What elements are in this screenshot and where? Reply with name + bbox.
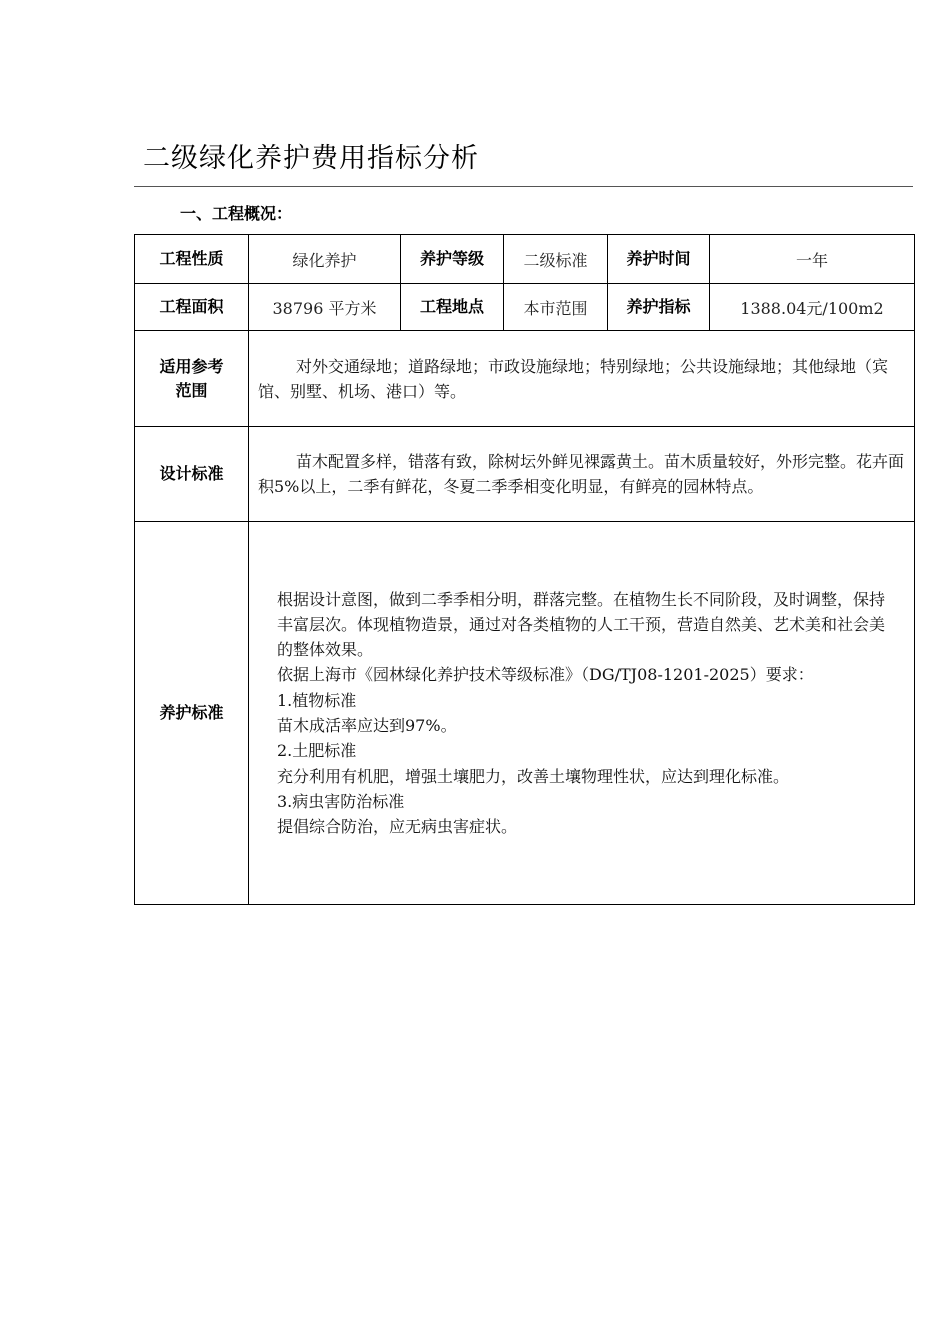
grade-value: 二级标准 bbox=[504, 235, 608, 284]
area-value: 38796 平方米 bbox=[249, 284, 401, 331]
maintenance-basis: 依据上海市《园林绿化养护技术等级标准》（DG/TJ08-1201-2025）要求： bbox=[277, 665, 814, 685]
index-label: 养护指标 bbox=[608, 284, 710, 331]
table-row bbox=[135, 235, 915, 284]
soil-standard-text: 充分利用有机肥，增强土壤肥力，改善土壤物理性状，应达到理化标准。 bbox=[277, 766, 790, 786]
table-row bbox=[135, 284, 915, 331]
pest-standard-text: 提倡综合防治，应无病虫害症状。 bbox=[277, 817, 518, 837]
location-value: 本市范围 bbox=[504, 284, 608, 331]
page-title: 二级绿化养护费用指标分析 bbox=[143, 143, 479, 174]
design-text: 苗木配置多样，错落有致，除树坛外鲜见裸露黄土。苗木质量较好，外形完整。花卉面积5%以上，二季有鲜花，冬夏二季季相变化明显，有鲜亮的园林特点。 bbox=[258, 452, 905, 496]
scope-text: 对外交通绿地；道路绿地；市政设施绿地；特别绿地；公共设施绿地；其他绿地（宾馆、别墅、机场、港口）等。 bbox=[258, 356, 889, 401]
project-overview-table bbox=[134, 234, 915, 905]
index-value: 1388.04元/100m2 bbox=[710, 284, 915, 331]
maintenance-intro: 根据设计意图，做到二季季相分明，群落完整。在植物生长不同阶段，及时调整，保持丰富层次。体现植物造景，通过对各类植物的人工干预，营造自然美、艺术美和社会美的整体效果。 bbox=[277, 589, 886, 660]
pest-standard-title: 3.病虫害防治标准 bbox=[277, 791, 405, 811]
nature-label: 工程性质 bbox=[135, 235, 249, 284]
table-row bbox=[135, 427, 915, 522]
table-row bbox=[135, 331, 915, 427]
grade-label: 养护等级 bbox=[401, 235, 504, 284]
location-label: 工程地点 bbox=[401, 284, 504, 331]
section-heading-overview: 一、工程概况： bbox=[180, 204, 293, 223]
soil-standard-title: 2.土肥标准 bbox=[277, 741, 357, 761]
design-label: 设计标准 bbox=[135, 427, 249, 522]
scope-label bbox=[135, 331, 249, 427]
plant-standard-text: 苗木成活率应达到97%。 bbox=[277, 716, 457, 735]
title-divider bbox=[134, 186, 913, 187]
period-value: 一年 bbox=[710, 235, 915, 284]
scope-label-line1: 适用参考 bbox=[159, 356, 224, 376]
maintenance-label: 养护标准 bbox=[135, 522, 249, 905]
nature-value: 绿化养护 bbox=[249, 235, 401, 284]
maintenance-cell bbox=[249, 522, 915, 905]
area-label: 工程面积 bbox=[135, 284, 249, 331]
plant-standard-title: 1.植物标准 bbox=[277, 690, 357, 710]
period-label: 养护时间 bbox=[608, 235, 710, 284]
table-row bbox=[135, 522, 915, 905]
scope-label-line2: 范围 bbox=[175, 380, 208, 400]
scope-cell bbox=[249, 331, 915, 427]
design-cell bbox=[249, 427, 915, 522]
